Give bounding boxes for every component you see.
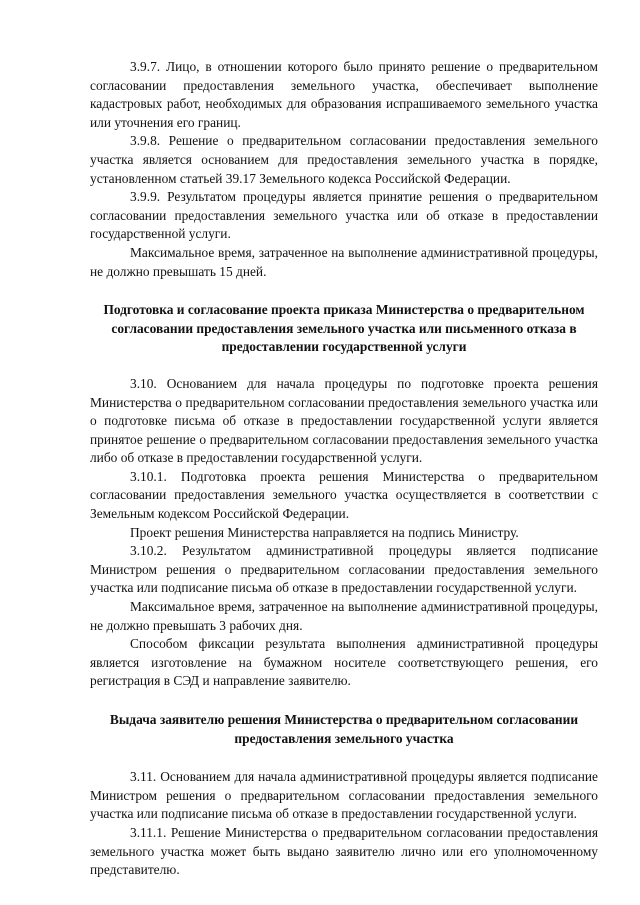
paragraph-3-11-1: 3.11.1. Решение Министерства о предварительном согласовании предоставления земельного участка может быть выдано заявителю лично или его уполномоченному представителю. — [90, 824, 598, 878]
paragraph-3-10-2: 3.10.2. Результатом административной процедуры является подписание Министром решения о предварительном согласовании предоставления земельного участка или подписание письма об отказе в предоставлении государственной услуги. — [90, 543, 598, 596]
document-page — [90, 58, 598, 880]
paragraph-3-9-9: 3.9.9. Результатом процедуры является принятие решения о предварительном согласовании предоставления земельного участка или об отказе в предоставлении государственной услуги. — [90, 189, 598, 242]
paragraph-max-time-15-days: Максимальное время, затраченное на выполнение административной процедуры, не должно превышать 15 дней. — [90, 244, 598, 279]
paragraph-3-11: 3.11. Основанием для начала административной процедуры является подписание Министром решения о предварительном согласовании предоставления земельного участка или подписание письма об отказе в предоставлении государственной услуги. — [90, 769, 598, 822]
section-heading-preparation: Подготовка и согласование проекта приказа Министерства о предварительном согласовании предоставления земельного участка или письменного отказа в предоставлении государственной услуги — [103, 302, 585, 355]
paragraph-draft-to-minister: Проект решения Министерства направляется на подпись Министру. — [130, 524, 519, 540]
paragraph-max-time-3-days: Максимальное время, затраченное на выполнение административной процедуры, не должно превышать 3 рабочих дня. — [90, 599, 598, 633]
paragraph-3-10-1: 3.10.1. Подготовка проекта решения Министерства о предварительном согласовании предоставления земельного участка осуществляется в соответствии с Земельным кодексом Российской Федерации. — [90, 468, 598, 522]
paragraph-result-recording: Способом фиксации результата выполнения административной процедуры является изготовление на бумажном носителе соответствующего решения, его регистрация в СЭД и направление заявителю. — [90, 636, 598, 689]
paragraph-3-10: 3.10. Основанием для начала процедуры по подготовке проекта решения Министерства о предварительном согласовании предоставления земельного участка или о подготовке письма об отказе в предоставлении государственной услуги является принятое решение о предварительном согласовании предоставления земельного участка либо об отказе в предоставлении государственной услуги. — [90, 375, 598, 466]
section-heading-issuance: Выдача заявителю решения Министерства о предварительном согласовании предоставления земельного участка — [109, 712, 579, 746]
paragraph-3-9-7: 3.9.7. Лицо, в отношении которого было принято решение о предварительном согласовании предоставления земельного участка, обеспечивает выполнение кадастровых работ, необходимых для образования испрашиваемого земельного участка или уточнения его границ. — [90, 59, 598, 130]
paragraph-3-9-8: 3.9.8. Решение о предварительном согласовании предоставления земельного участка является основанием для предоставления земельного участка в порядке, установленном статьей 39.17 Земельного кодекса Российской Федерации. — [90, 133, 598, 186]
